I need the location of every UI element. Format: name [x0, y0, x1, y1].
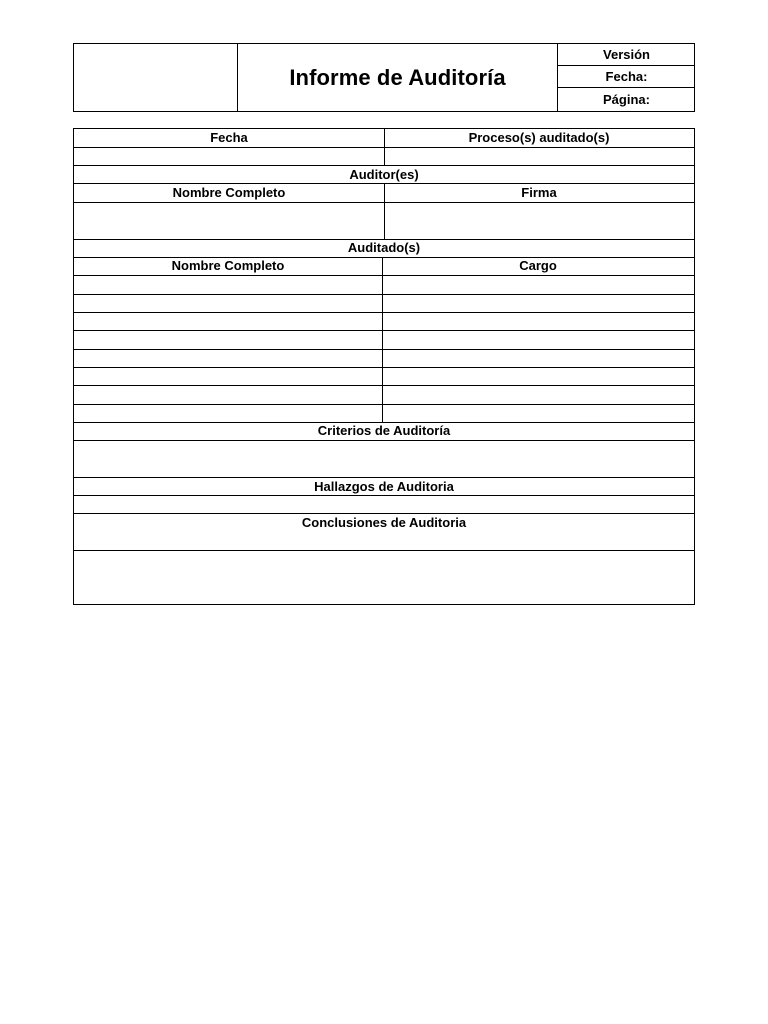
divider: [74, 550, 694, 551]
conclusiones-section-title: Conclusiones de Auditoria: [301, 515, 467, 530]
document-title: Informe de Auditoría: [289, 64, 506, 90]
audit-form: [73, 128, 695, 605]
auditores-section-title: Auditor(es): [349, 167, 419, 182]
divider: [74, 404, 694, 405]
page-label: Página:: [603, 92, 650, 107]
procesos-header: Proceso(s) auditado(s): [468, 130, 610, 145]
divider: [74, 312, 694, 313]
divider: [74, 385, 694, 386]
divider: [74, 330, 694, 331]
divider: [74, 294, 694, 295]
logo-cell: [74, 44, 238, 111]
title-cell: [238, 44, 557, 111]
divider: [74, 275, 694, 276]
auditado-role-header: Cargo: [519, 258, 557, 273]
fecha-header: Fecha: [210, 130, 248, 145]
auditor-name-header: Nombre Completo: [172, 185, 286, 200]
date-label: Fecha:: [558, 66, 695, 88]
meta-cell: [557, 44, 694, 111]
criterios-section-title: Criterios de Auditoría: [317, 423, 451, 438]
auditor-signature-header: Firma: [521, 185, 557, 200]
divider: [74, 367, 694, 368]
divider: [74, 349, 694, 350]
column-divider: [382, 257, 383, 422]
hallazgos-section-title: Hallazgos de Auditoria: [314, 479, 454, 494]
auditado-name-header: Nombre Completo: [171, 258, 285, 273]
document-header: [73, 43, 695, 112]
version-label: Versión: [558, 44, 695, 66]
divider: [74, 440, 694, 441]
auditados-section-title: Auditado(s): [347, 240, 421, 255]
